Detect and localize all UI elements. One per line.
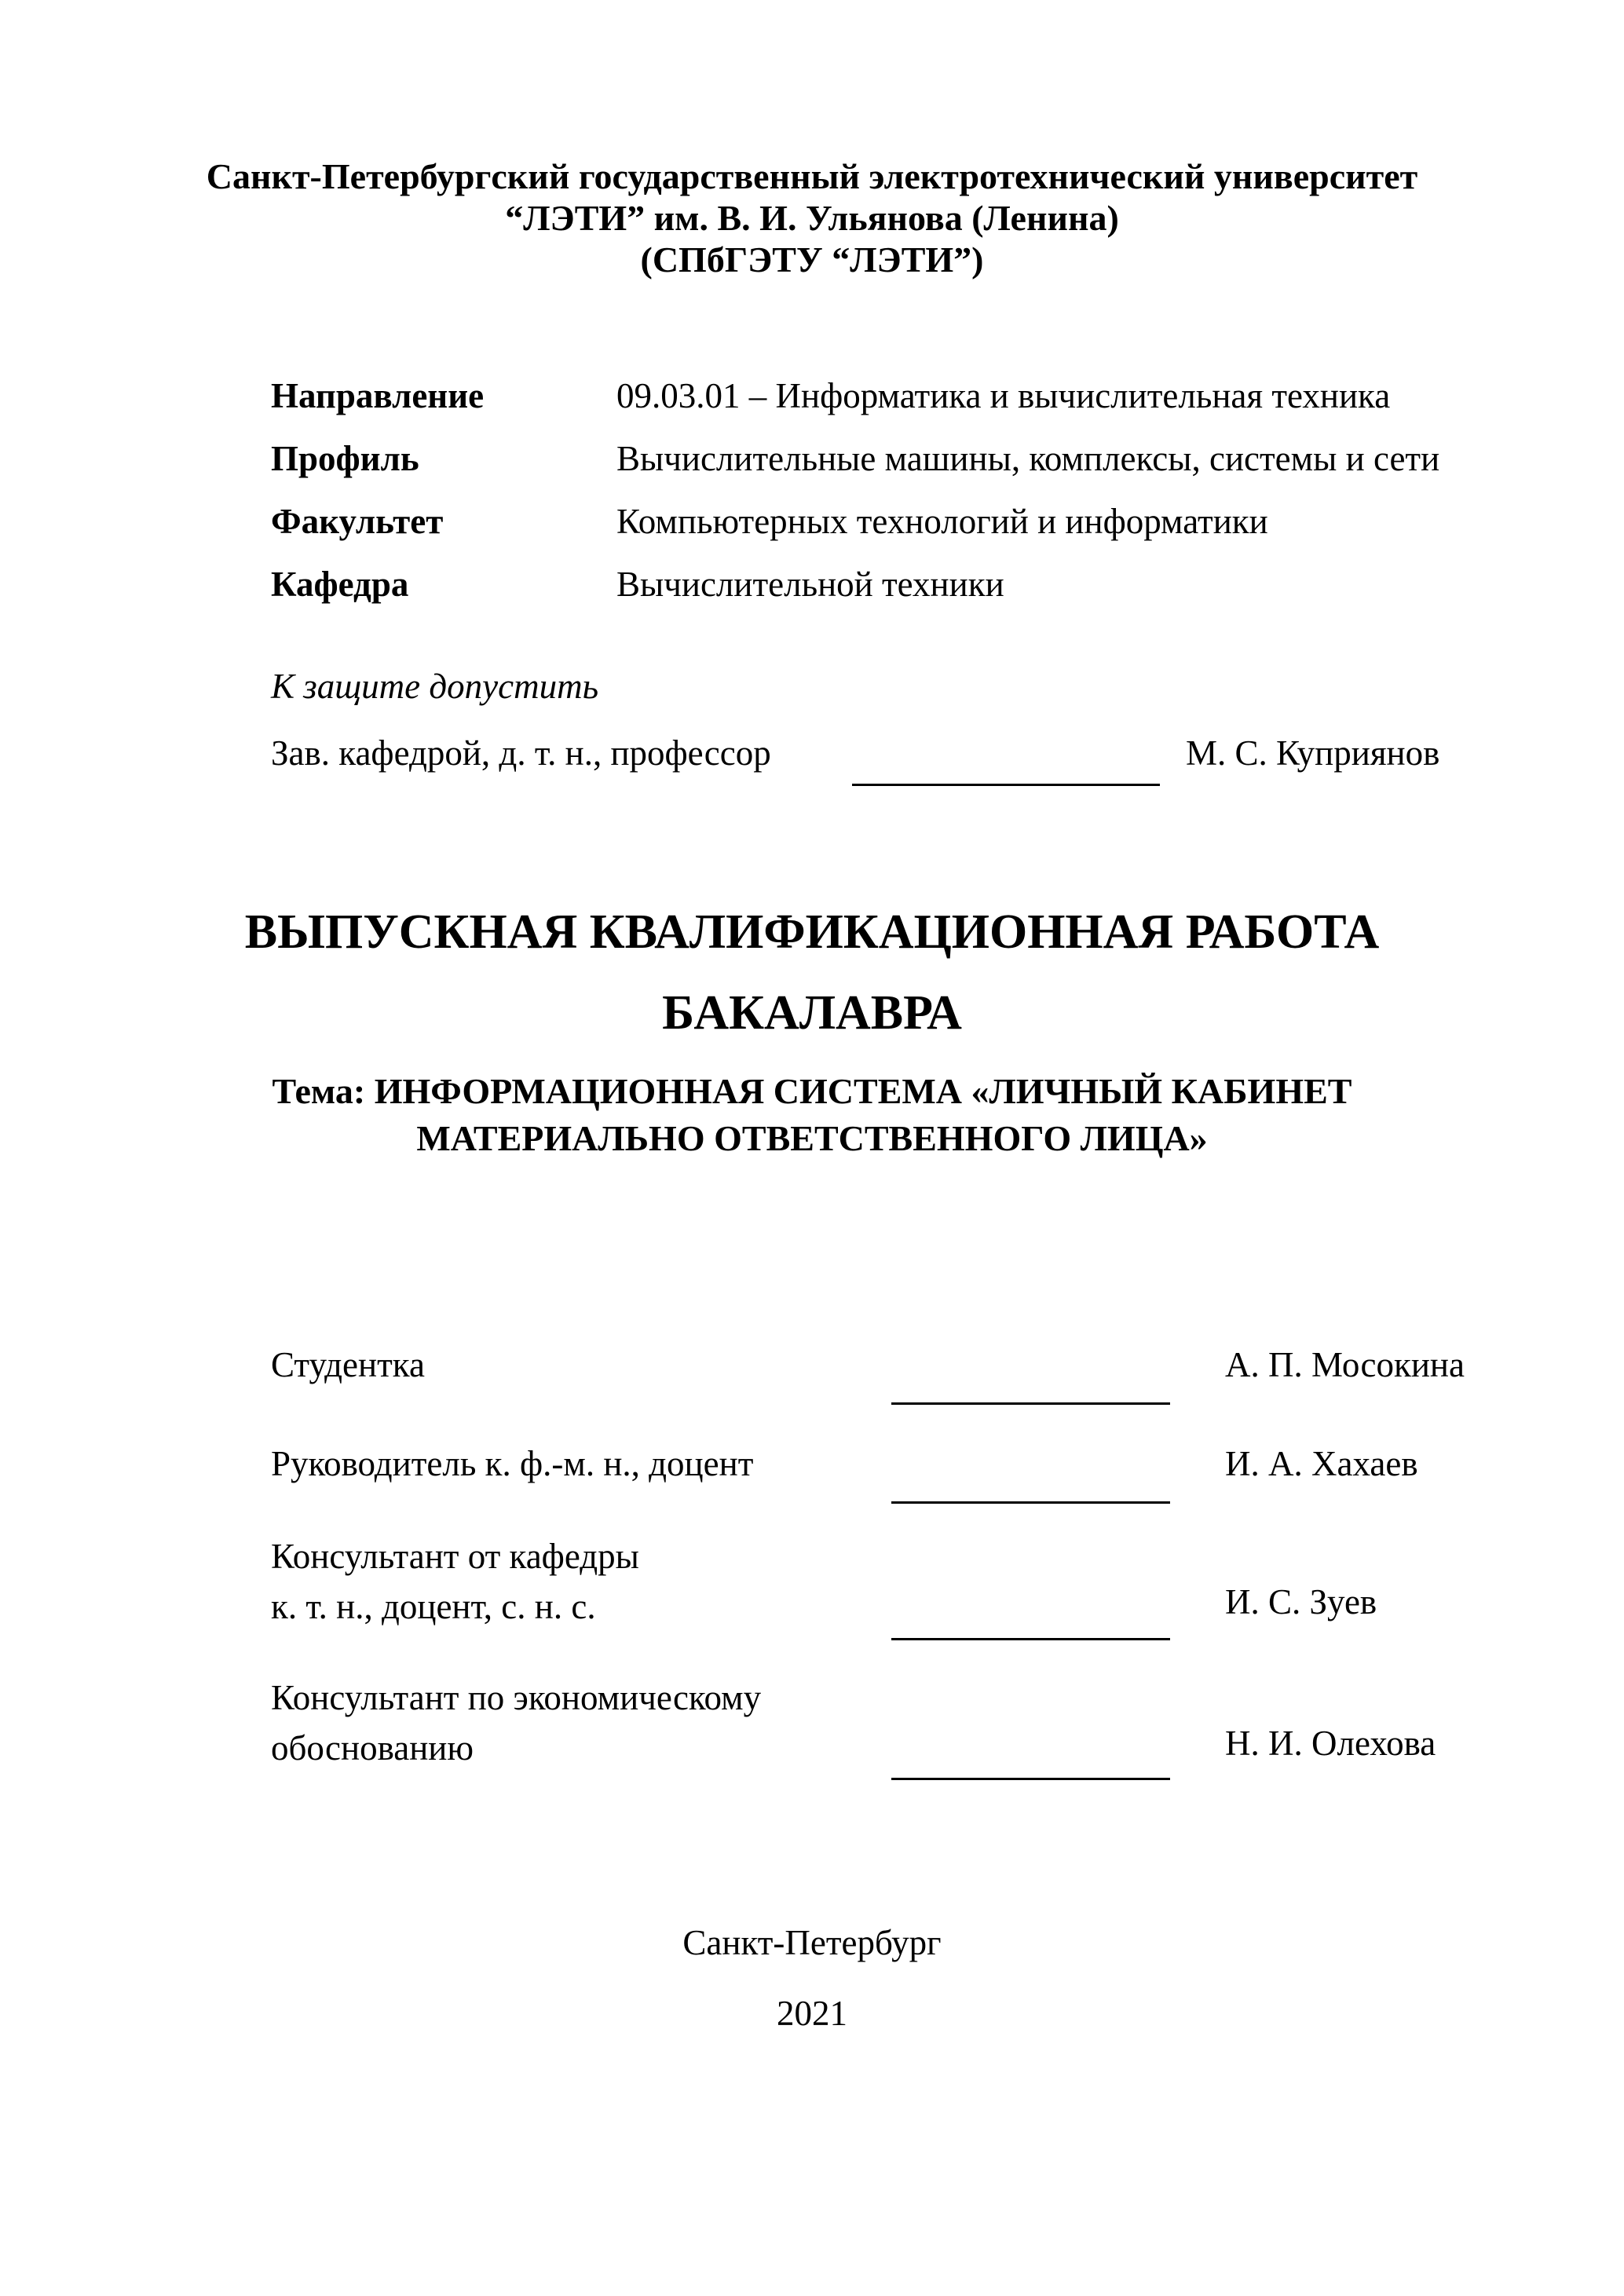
field-value-profile: Вычислительные машины, комплексы, системы и сети [616,439,1440,478]
signature-row-dept-consultant-name: И. С. Зуев [1225,1582,1377,1621]
econ-consultant-label-line1: Консультант по экономическому [271,1678,762,1717]
field-value-department: Вычислительной техники [616,565,1004,604]
theme-line2: МАТЕРИАЛЬНО ОТВЕТСТВЕННОГО ЛИЦА» [416,1118,1208,1158]
dept-consultant-label-line2: к. т. н., доцент, с. н. с. [271,1587,596,1626]
work-title-line2: БАКАЛАВРА [662,986,962,1040]
field-label-department: Кафедра [271,565,409,604]
admission-note: К защите допустить [271,667,599,706]
university-header [0,155,1624,280]
dept-consultant-label-line1: Консультант от кафедры [271,1537,639,1576]
footer-city: Санкт-Петербург [682,1923,942,1962]
admission-label: Зав. кафедрой, д. т. н., профессор [271,733,771,773]
field-label-profile: Профиль [271,439,419,478]
signature-row-supervisor-name: И. А. Хахаев [1225,1444,1418,1483]
university-abbreviation-line: (СПбГЭТУ “ЛЭТИ”) [640,239,984,280]
signature-row-student-label: Студентка [271,1345,425,1384]
field-row-profile [271,438,1504,479]
field-row-faculty [271,501,1504,542]
admission-signature-line [852,751,1160,786]
university-named-after-line: “ЛЭТИ” им. В. И. Ульянова (Ленина) [505,198,1119,238]
field-value-direction: 09.03.01 – Информатика и вычислительная техника [616,376,1391,415]
field-row-department [271,564,1504,605]
signature-row-dept-consultant-label [271,1531,639,1632]
signature-row-econ-consultant-label [271,1673,761,1773]
signature-row-student-name: А. П. Мосокина [1225,1345,1465,1384]
econ-consultant-label-line2: обоснованию [271,1728,474,1768]
supervisor-signature-line [891,1465,1170,1504]
admission-name: М. С. Куприянов [1186,733,1440,773]
econ-consultant-signature-line [891,1742,1170,1780]
university-name-line: Санкт-Петербургский государственный электротехнический университет [206,156,1418,196]
student-signature-line [891,1366,1170,1405]
field-row-direction [271,375,1504,416]
theme-line1: Тема: ИНФОРМАЦИОННАЯ СИСТЕМА «ЛИЧНЫЙ КАБИНЕТ [272,1071,1352,1111]
work-theme [0,1068,1624,1162]
dept-consultant-signature-line [891,1602,1170,1640]
work-title-line1: ВЫПУСКНАЯ КВАЛИФИКАЦИОННАЯ РАБОТА [244,905,1380,959]
signature-row-supervisor-label: Руководитель к. ф.-м. н., доцент [271,1444,754,1483]
footer-year: 2021 [777,1994,847,2033]
field-label-direction: Направление [271,376,485,415]
field-label-faculty: Факультет [271,502,444,541]
signature-row-econ-consultant-name: Н. И. Олехова [1225,1724,1436,1763]
field-value-faculty: Компьютерных технологий и информатики [616,502,1268,541]
